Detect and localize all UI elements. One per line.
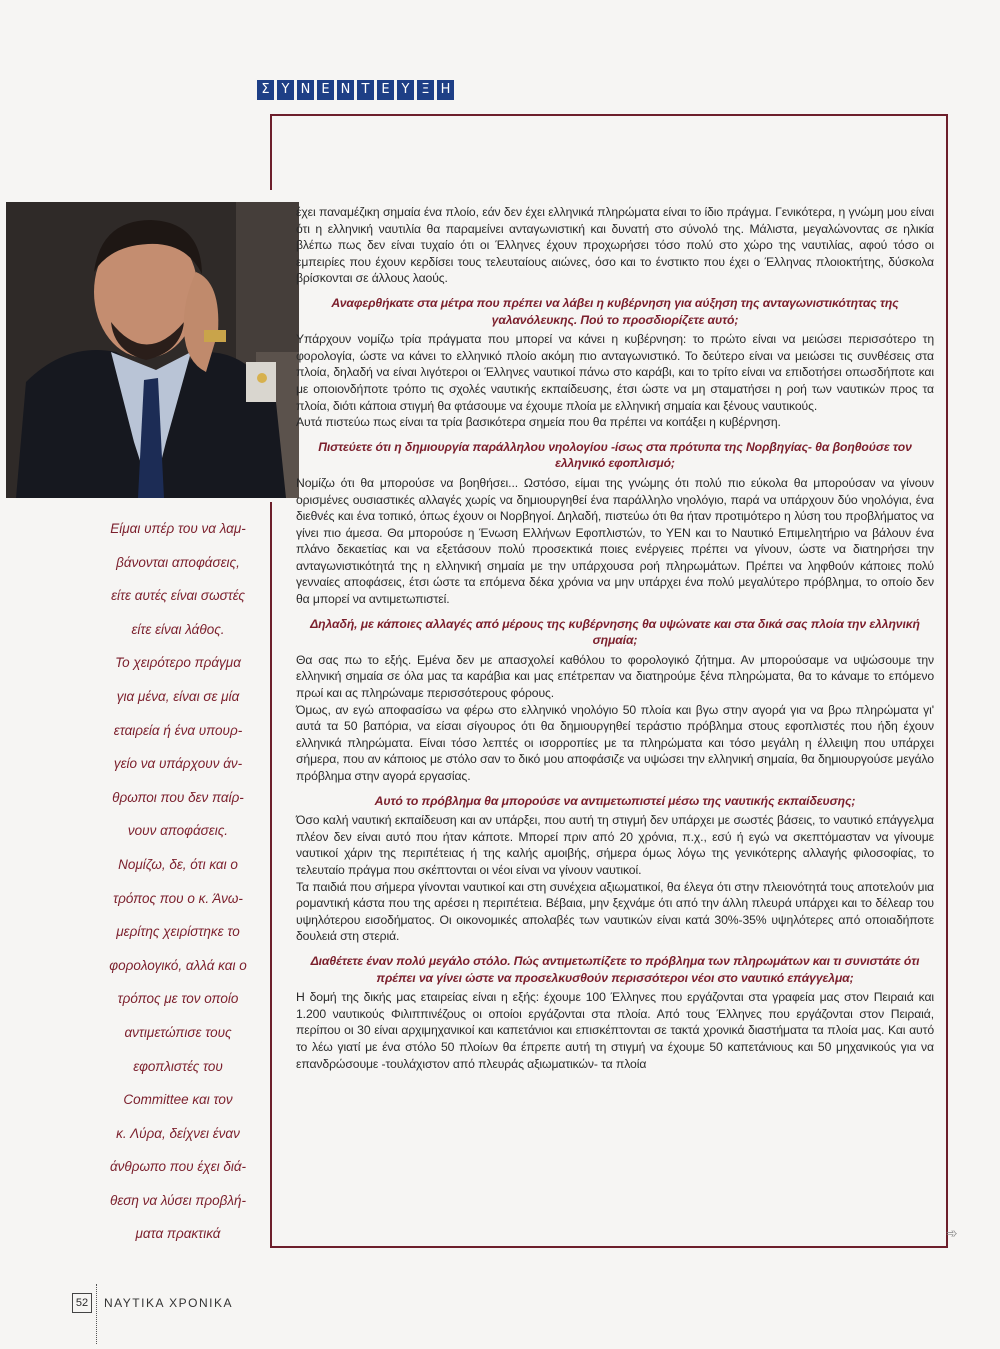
section-letter: Ν bbox=[297, 80, 314, 100]
pull-quote-line: γείο να υπάρχουν άν- bbox=[113, 756, 243, 772]
pull-quote-line: εφοπλιστές του bbox=[133, 1058, 223, 1074]
pull-quote-line: νουν αποφάσεις. bbox=[127, 823, 229, 839]
continue-arrow-icon: ➾ bbox=[946, 1225, 958, 1241]
pull-quote-line: θρωποι που δεν παίρ- bbox=[112, 789, 244, 805]
interview-question: Πιστεύετε ότι η δημιουργία παράλληλου νηολογίου -ίσως στα πρότυπα της Νορβηγίας- θα βοηθούσε τον ελληνικό εφοπλισμό; bbox=[318, 439, 912, 471]
article-paragraph: Η δομή της δικής μας εταιρείας είναι η εξής: έχουμε 100 Έλληνες που εργάζονται στα γραφεία μας στον Πειραιά και 1.200 ναυτικούς Φιλιππινέζους οι οποίοι εργάζονται στα πλοία. Από τους Έλληνες που εργάζονται στον Πειραιά, περίπου οι 30 είναι αρχιμηχανικοί και καπετάνιοι και επισκέπτονται σε τακτά χρονικά διαστήματα τα πλοία μας. Και αυτό το λέω γιατί με ένα στόλο 50 πλοίων θα έπρεπε αυτή τη στιγμή να έχουμε 50 καπετάνιους και 50 μηχανικούς για να επανδρώσουμε -τουλάχιστον από πλευράς αξιωματικών- τα πλοία bbox=[296, 990, 934, 1071]
pull-quote-line: ματα πρακτικά bbox=[135, 1226, 221, 1242]
section-letter: Ξ bbox=[417, 80, 434, 100]
pull-quote-line: Είμαι υπέρ του να λαμ- bbox=[110, 521, 246, 536]
pull-quote-line: τρόπος που ο κ. Άνω- bbox=[113, 890, 243, 906]
page-number: 52 bbox=[72, 1293, 92, 1313]
pull-quote-line: μερίτης χειρίστηκε το bbox=[116, 924, 240, 940]
pull-quote-line: εταιρεία ή ένα υπουρ- bbox=[113, 722, 243, 738]
pull-quote-line: τρόπος με τον οποίο bbox=[117, 991, 239, 1007]
pull-quote-line: είτε είναι λάθος. bbox=[131, 621, 225, 637]
article-paragraph: Αυτά πιστεύω πως είναι τα τρία βασικότερα σημεία που θα πρέπει να κοιτάξει η κυβέρνηση. bbox=[296, 415, 781, 430]
footer-divider bbox=[96, 1284, 97, 1344]
magazine-title: ΝΑΥΤΙΚΑ ΧΡΟΝΙΚΑ bbox=[104, 1296, 233, 1310]
article-paragraph: έχει παναμέζικη σημαία ένα πλοίο, εάν δεν έχει ελληνικά πληρώματα είναι το ίδιο πράγμα. Γενικότερα, η γνώμη μου είναι ότι η ελληνική ναυτιλία θα παραμείνει ανταγωνιστική και δυνατή στο σύνολό της. Μάλιστα, μεγαλώνοντας σε ηλικία βλέπω πως δεν είναι τυχαίο ότι οι Έλληνες έχουν προχωρήσει τόσο πολύ στο χώρο της ναυτιλίας, αφού τόσο οι εμπειρίες που έχουν κερδίσει τους τελευταίους αιώνες, όσο και το ένστικτο που έχει ο Έλληνας πλοιοκτήτης, δύσκολα βρίσκονται σε άλλους λαούς. bbox=[296, 205, 934, 286]
section-letter: Ε bbox=[377, 80, 394, 100]
section-letter: Σ bbox=[257, 80, 274, 100]
article-paragraph: Θα σας πω το εξής. Εμένα δεν με απασχολεί καθόλου το φορολογικό ζήτημα. Αν μπορούσαμε να υψώσουμε την ελληνική σημαία σε όλα μας τα καράβια και μας επέτρεπαν να διατηρούμε ξένα πληρώματα, θα το κάναμε το επόμενο πρωί και ας πληρώναμε περισσότερους φόρους. bbox=[296, 652, 934, 701]
article-paragraph: Όσο καλή ναυτική εκπαίδευση και αν υπάρξει, που αυτή τη στιγμή δεν υπάρχει με σωστές βάσεις, το ναυτικό επάγγελμα πλέον δεν είναι αυτό που ήταν κάποτε. Μπορεί πριν από 20 χρόνια, π.χ., εσύ ή εγώ να σκεπτόμασταν να γίνουμε ναυτικοί χάριν της περιπέτειας ή της καλής αμοιβής, σήμερα όμως λόγω της γενικότερης αλλαγής φιλοσοφίας, το τελευταίο πράγμα που σκέπτονται οι νέοι είναι να γίνουν ναυτικοί. bbox=[296, 813, 934, 877]
interview-question: Αυτό το πρόβλημα θα μπορούσε να αντιμετωπιστεί μέσω της ναυτικής εκπαίδευσης; bbox=[374, 793, 856, 808]
section-letter: Υ bbox=[397, 80, 414, 100]
article-body bbox=[296, 204, 934, 1072]
pull-quote-line: είτε αυτές είναι σωστές bbox=[111, 588, 245, 604]
pull-quote-line: θεση να λύσει προβλή- bbox=[110, 1192, 246, 1208]
pull-quote-line: Το χειρότερο πράγμα bbox=[115, 655, 241, 671]
pull-quote-line: βάνονται αποφάσεις, bbox=[116, 554, 240, 570]
portrait-photo bbox=[6, 202, 299, 498]
interview-question: Διαθέτετε έναν πολύ μεγάλο στόλο. Πώς αντιμετωπίζετε το πρόβλημα των πληρωμάτων και τι συνιστάτε ότι πρέπει να γίνει ώστε να προσελκυσθούν περισσότεροι νέοι στο ναυτικό επάγγελμα; bbox=[310, 953, 920, 985]
section-letter: Υ bbox=[277, 80, 294, 100]
section-letter: Ν bbox=[337, 80, 354, 100]
section-letter: Τ bbox=[357, 80, 374, 100]
pull-quote-line: άνθρωπο που έχει διά- bbox=[109, 1159, 247, 1175]
pull-quote-line: Committee και τον bbox=[123, 1092, 233, 1108]
pull-quote-line: Νομίζω, δε, ότι και ο bbox=[118, 856, 238, 872]
pull-quote-line: αντιμετώπισε τους bbox=[124, 1024, 232, 1040]
pull-quote-line: για μένα, είναι σε μία bbox=[116, 688, 240, 704]
article-paragraph: Τα παιδιά που σήμερα γίνονται ναυτικοί και στη συνέχεια αξιωματικοί, θα έλεγα ότι στην πλειονότητά τους αποτελούν μια ρομαντική κάστα που της αρέσει η περιπέτεια. Βέβαια, μην ξεχνάμε ότι από την άλλη πλευρά υπάρχει και το δέλεαρ του υψηλότερου εισοδήματος. Οι οικονομικές απολαβές των ναυτικών είναι κατά 30%-35% υψηλότερες από οποιαδήποτε δουλειά στη στεριά. bbox=[296, 879, 934, 944]
pull-quote-line: φορολογικό, αλλά και ο bbox=[109, 957, 247, 973]
article-paragraph: Όμως, αν εγώ αποφασίσω να φέρω στο ελληνικό νηολόγιο 50 πλοία και βγω στην αγορά για να βρω πληρώματα γι' αυτά τα 50 βαπόρια, να είσαι σίγουρος ότι θα δημιουργηθεί τεράστιο πρόβλημα στους εφοπλιστές που ήδη έχουν ελληνικά πληρώματα. Είναι τόσο λεπτές οι ισορροπίες με τα πληρώματα και τόσο μεγάλη η έλλειψη που υπάρχει σήμερα, που αν κάποιος με στόλο σαν το δικό μου αποφάσιζε να υψώσει την ελληνική σημαία, θα δημιουργούσε μεγάλο πρόβλημα στην αγορά εργασίας. bbox=[296, 702, 934, 783]
pull-quote-line: κ. Λύρα, δείχνει έναν bbox=[116, 1125, 240, 1141]
pull-quote bbox=[88, 512, 268, 1251]
interview-question: Δηλαδή, με κάποιες αλλαγές από μέρους της κυβέρνησης θα υψώνατε και στα δικά σας πλοία την ελληνική σημαία; bbox=[310, 616, 920, 648]
article-paragraph: Νομίζω ότι θα μπορούσε να βοηθήσει... Ωστόσο, είμαι της γνώμης ότι πολύ πιο εύκολα θα μπορούσαν να γίνουν ορισμένες ουσιαστικές αλλαγές χωρίς να δημιουργηθεί ένα παράλληλο νηολόγιο, παρά να υπάρχουν δύο νηολόγια, ένα διεθνές και ένα τοπικό, όπως έχουν οι Νορβηγοί. Δηλαδή, πιστεύω ότι θα ήταν προτιμότερο η λύση του προβλήματος να γίνει πιο άμεσα. Θα μπορούσε η Ένωση Ελλήνων Εφοπλιστών, το ΥΕΝ και το Ναυτικό Επιμελητήριο να βάλουν ένα πλάνο δεκαετίας και να εξετάσουν πολύ προσεκτικά ποιες ενέργειες πρέπει να γίνουν, ώστε να διατηρήσει την ανταγωνιστικότητά της η ελληνική σημαία με την υπάρχουσα ροή πληρωμάτων. Πρέπει να ληφθούν κάποιες πολύ γενναίες αποφάσεις, έτσι ώστε τα επόμενα δέκα χρόνια να μην υπάρχει ένα πολύ μεγαλύτερο πρόβλημα, το οποίο δεν θα μπορεί να αντιμετωπιστεί. bbox=[296, 475, 934, 607]
article-paragraph: Υπάρχουν νομίζω τρία πράγματα που μπορεί να κάνει η κυβέρνηση: το πρώτο είναι να μειώσει περισσότερο τη φορολογία, ώστε να κάνει το ελληνικό πλοίο ακόμη πιο ανταγωνιστικό. Το δεύτερο είναι να μειώσει τις συνθέσεις στα πλοία, δηλαδή να είναι λιγότεροι οι Έλληνες ναυτικοί πάνω στο καράβι, και το τρίτο είναι να επιδοτήσει οπωσδήποτε και με οποιονδήποτε τρόπο τις σχολές ναυτικής εκπαίδευσης, έτσι ώστε να μη σταματήσει η ροή των ναυτικών προς τα πλοία, διότι κάποια στιγμή θα φτάσουμε να έχουμε πλοία με ελληνική σημαία και ξένους ναυτικούς. bbox=[296, 332, 934, 413]
section-label bbox=[257, 80, 454, 100]
interview-question: Αναφερθήκατε στα μέτρα που πρέπει να λάβει η κυβέρνηση για αύξηση της ανταγωνιστικότητας της γαλανόλευκης. Πού το προσδιορίζετε αυτό; bbox=[331, 295, 899, 327]
section-letter: Η bbox=[437, 80, 454, 100]
portrait-illustration bbox=[6, 202, 299, 498]
section-letter: Ε bbox=[317, 80, 334, 100]
